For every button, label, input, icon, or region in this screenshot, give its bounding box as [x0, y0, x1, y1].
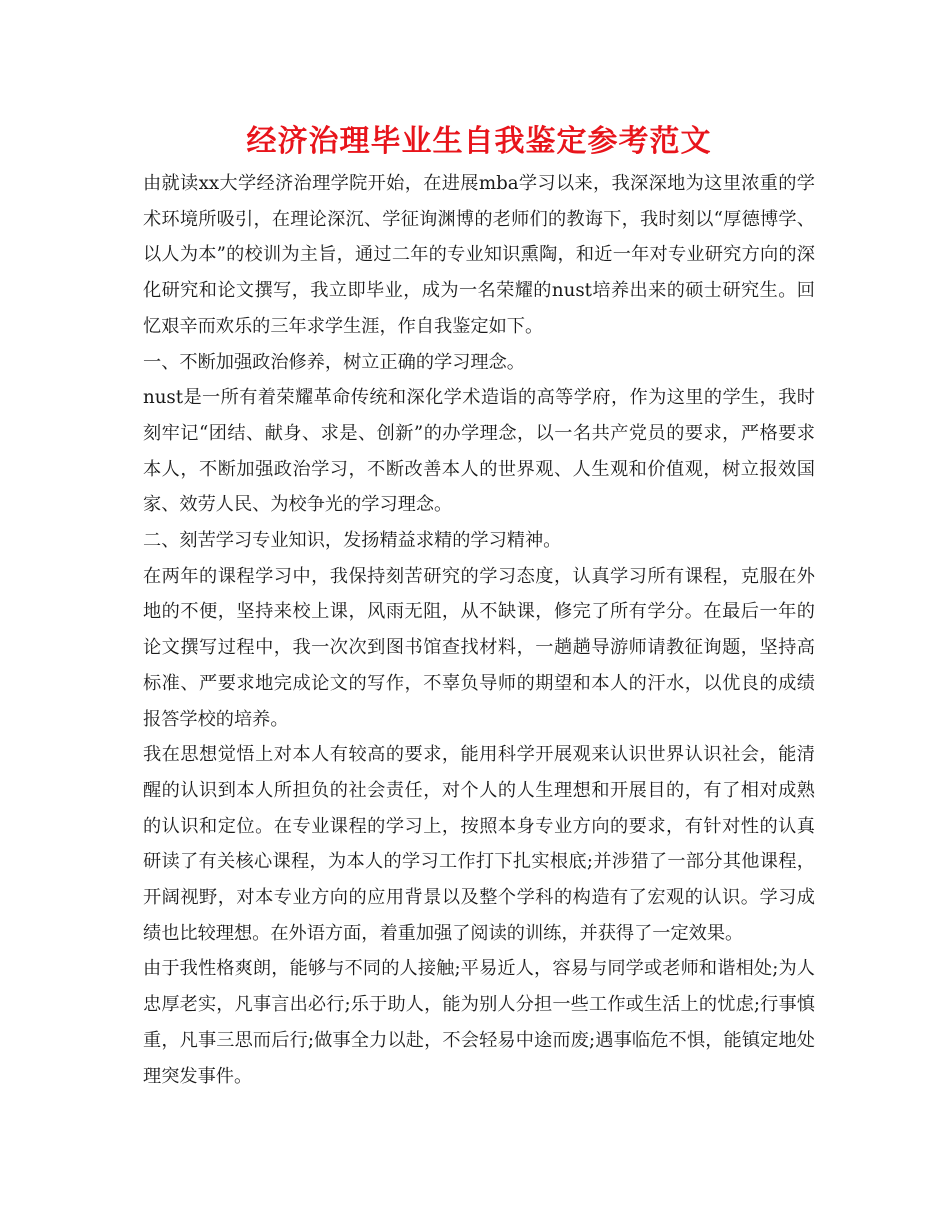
intro-paragraph: 由就读xx大学经济治理学院开始，在进展mba学习以来，我深深地为这里浓重的学术环境所吸引，在理论深沉、学征询渊博的老师们的教诲下，我时刻以“厚德博学、以人为本”的校训为主旨，通过二年的专业知识熏陶，和近一年对专业研究方向的深化研究和论文撰写，我立即毕业，成为一名荣耀的nust培养出来的硕士研究生。回忆艰辛而欢乐的三年求学生涯，作自我鉴定如下。 [143, 173, 815, 337]
section-2-paragraph-1: 在两年的课程学习中，我保持刻苦研究的学习态度，认真学习所有课程，克服在外地的不便，坚持来校上课，风雨无阻，从不缺课，修完了所有学分。在最后一年的论文撰写过程中，我一次次到图书馆查找材料，一趟趟导游师请教征询题，坚持高标准、严要求地完成论文的写作，不辜负导师的期望和本人的汗水，以优良的成绩报答学校的培养。 [143, 565, 815, 730]
section-1-paragraph: nust是一所有着荣耀革命传统和深化学术造诣的高等学府，作为这里的学生，我时刻牢记“团结、献身、求是、创新”的办学理念，以一名共产党员的要求，严格要求本人，不断加强政治学习，不断改善本人的世界观、人生观和价值观，树立报效国家、效劳人民、为校争光的学习理念。 [143, 387, 815, 516]
section-heading-2: 二、刻苦学习专业知识，发扬精益求精的学习精神。 [143, 530, 562, 552]
section-2-paragraph-2: 我在思想觉悟上对本人有较高的要求，能用科学开展观来认识世界认识社会，能清醒的认识到本人所担负的社会责任，对个人的人生理想和开展目的，有了相对成熟的认识和定位。在专业课程的学习上，按照本身专业方向的要求，有针对性的认真研读了有关核心课程，为本人的学习工作打下扎实根底;并涉猎了一部分其他课程，开阔视野，对本专业方向的应用背景以及整个学科的构造有了宏观的认识。学习成绩也比较理想。在外语方面，着重加强了阅读的训练，并获得了一定效果。 [143, 744, 815, 944]
section-heading-1: 一、不断加强政治修养，树立正确的学习理念。 [143, 351, 525, 373]
document-page [143, 120, 815, 1094]
section-2-paragraph-3: 由于我性格爽朗，能够与不同的人接触;平易近人，容易与同学或老师和谐相处;为人忠厚老实，凡事言出必行;乐于助人，能为别人分担一些工作或生活上的忧虑;行事慎重，凡事三思而后行;做事全力以赴，不会轻易中途而废;遇事临危不惧，能镇定地处理突发事件。 [143, 958, 815, 1087]
document-title: 经济治理毕业生自我鉴定参考范文 [246, 124, 712, 159]
